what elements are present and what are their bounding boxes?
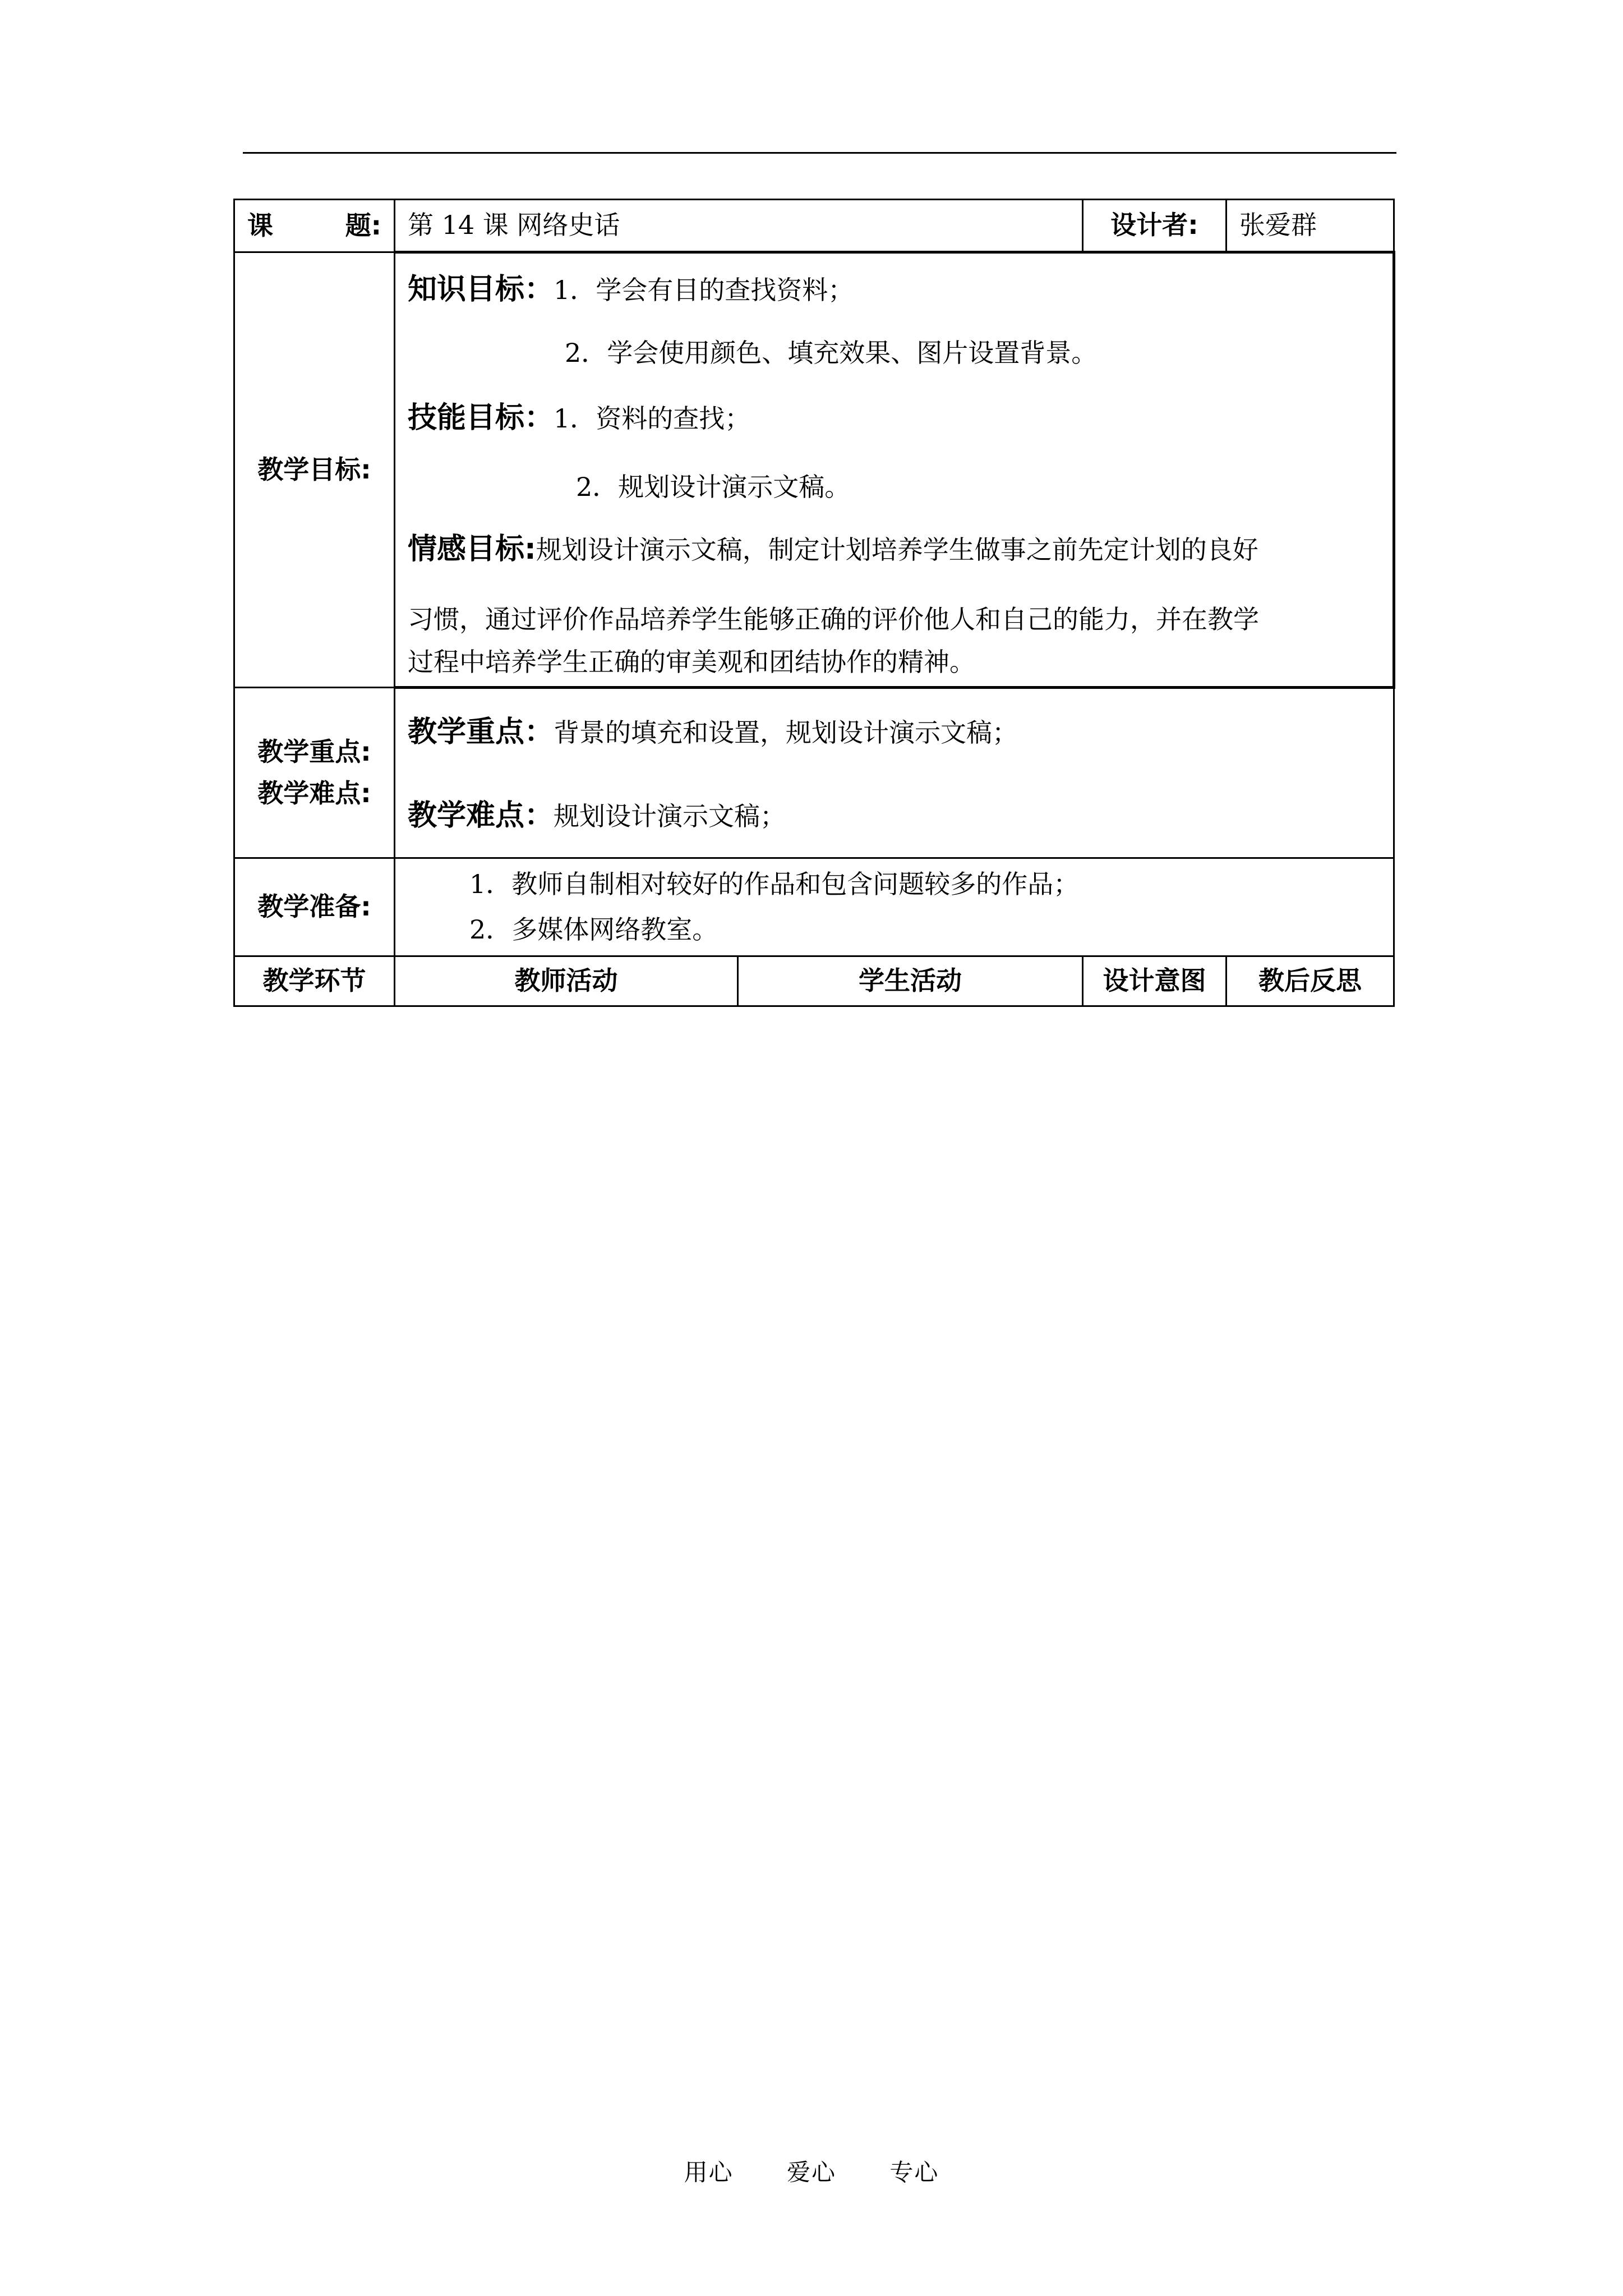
skill-goal-line-1 xyxy=(408,400,1380,436)
knowledge-goal-line-1 xyxy=(408,272,1380,308)
skill-goal-2: 2．规划设计演示文稿。 xyxy=(576,471,851,502)
column-header-student-activity: 学生活动 xyxy=(738,956,1083,1006)
activity-header-row xyxy=(234,956,1394,1006)
emotion-goal-label: 情感目标: xyxy=(408,532,536,566)
focus-text: 背景的填充和设置，规划设计演示文稿； xyxy=(554,717,1018,748)
designer-label: 设计者: xyxy=(1083,200,1227,252)
column-header-reflection: 教后反思 xyxy=(1227,956,1394,1006)
lesson-plan-table xyxy=(233,199,1395,1007)
prep-row xyxy=(234,858,1394,956)
difficulty-text: 规划设计演示文稿； xyxy=(554,801,786,831)
knowledge-goal-1: 1．学会有目的查找资料； xyxy=(554,275,854,305)
prep-row-label: 教学准备: xyxy=(234,858,395,956)
footer-word-1: 用心 xyxy=(684,2159,734,2186)
focus-line xyxy=(408,714,1381,751)
emotion-goal-text-2: 习惯，通过评价作品培养学生能够正确的评价他人和自己的能力，并在教学 xyxy=(408,604,1259,634)
emotion-goal-line-1 xyxy=(408,531,1380,568)
prep-item-2: 2．多媒体网络教室。 xyxy=(469,914,718,945)
goals-cell xyxy=(395,252,1394,688)
lesson-label-left: 课 xyxy=(247,210,273,241)
lesson-label-cell xyxy=(234,200,395,252)
column-header-design-intent: 设计意图 xyxy=(1083,956,1227,1006)
page-footer xyxy=(0,2154,1623,2188)
title-row xyxy=(234,200,1394,252)
designer-name: 张爱群 xyxy=(1227,200,1394,252)
goals-row-label: 教学目标: xyxy=(234,252,395,688)
focus-label: 教学重点： xyxy=(408,715,554,749)
lesson-label-right: 题: xyxy=(345,210,381,241)
emotion-goal-text-1: 规划设计演示文稿，制定计划培养学生做事之前先定计划的良好 xyxy=(536,535,1258,565)
skill-goal-1: 1．资料的查找； xyxy=(554,403,751,434)
footer-word-3: 专心 xyxy=(889,2159,939,2186)
column-header-stage: 教学环节 xyxy=(234,956,395,1006)
lesson-title: 第 14 课 网络史话 xyxy=(395,200,1083,252)
prep-item-1: 1．教师自制相对较好的作品和包含问题较多的作品； xyxy=(469,868,1080,899)
keys-row xyxy=(234,688,1394,858)
keys-cell xyxy=(395,688,1394,858)
difficulty-line xyxy=(408,798,1381,834)
keys-row-label-cell xyxy=(234,688,395,858)
prep-cell xyxy=(395,858,1394,956)
footer-word-2: 爱心 xyxy=(786,2159,836,2186)
goals-row xyxy=(234,252,1394,688)
knowledge-goal-label: 知识目标： xyxy=(408,273,554,306)
focus-row-label: 教学重点: xyxy=(257,737,371,767)
column-header-teacher-activity: 教师活动 xyxy=(395,956,738,1006)
emotion-goal-text-3: 过程中培养学生正确的审美观和团结协作的精神。 xyxy=(408,646,975,677)
knowledge-goal-2: 2．学会使用颜色、填充效果、图片设置背景。 xyxy=(565,338,1098,368)
header-rule xyxy=(243,152,1396,154)
difficulty-row-label: 教学难点: xyxy=(257,777,371,808)
skill-goal-label: 技能目标： xyxy=(408,401,554,435)
difficulty-label: 教学难点： xyxy=(408,799,554,832)
